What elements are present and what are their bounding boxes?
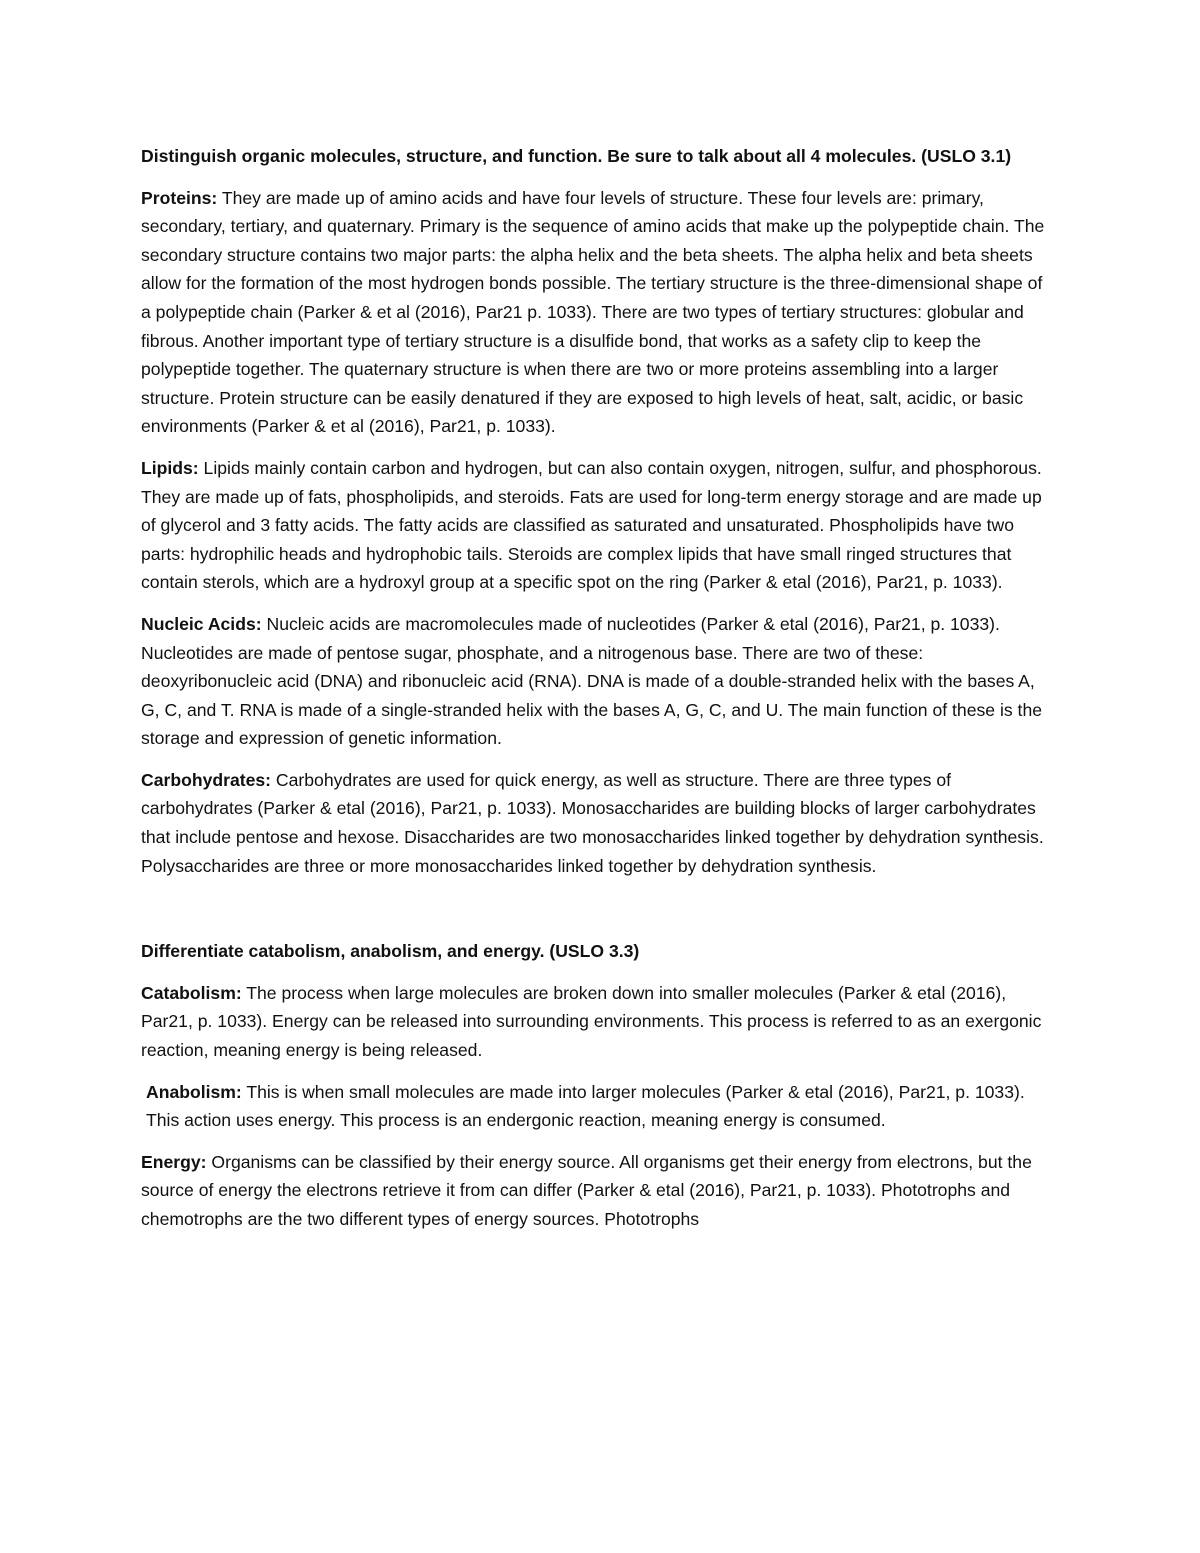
- label-energy: Energy:: [141, 1151, 207, 1172]
- label-nucleic-acids: Nucleic Acids:: [141, 613, 262, 634]
- label-catabolism: Catabolism:: [141, 982, 242, 1003]
- text-proteins: They are made up of amino acids and have four levels of structure. These four levels are: primary, secondary, tertiary, and quaternary. Primary is the sequence of amino acids that make up the polypeptide chain. The secondary structure contains two major parts: the alpha helix and the beta sheets. The alpha helix and beta sheets allow for the formation of the most hydrogen bonds possible. The tertiary structure is the three-dimensional shape of a polypeptide chain (Parker & et al (2016), Par21 p. 1033). There are two types of tertiary structures: globular and fibrous. Another important type of tertiary structure is a disulfide bond, that works as a safety clip to keep the polypeptide together. The quaternary structure is when there are two or more proteins assembling into a larger structure. Protein structure can be easily denatured if they are exposed to high levels of heat, salt, acidic, or basic environments (Parker & et al (2016), Par21, p. 1033).: [141, 187, 1045, 437]
- question-heading-1: Distinguish organic molecules, structure, and function. Be sure to talk about all 4 molecules. (USLO 3.1): [141, 146, 1012, 166]
- text-nucleic-acids: Nucleic acids are macromolecules made of nucleotides (Parker & etal (2016), Par21, p. 1033). Nucleotides are made of pentose sugar, phosphate, and a nitrogenous base. There are two of these: deoxyribonucleic acid (DNA) and ribonucleic acid (RNA). DNA is made of a double-stranded helix with the bases A, G, C, and T. RNA is made of a single-stranded helix with the bases A, G, C, and U. The main function of these is the storage and expression of genetic information.: [141, 613, 1043, 749]
- text-catabolism: The process when large molecules are broken down into smaller molecules (Parker & etal (2016), Par21, p. 1033). Energy can be released into surrounding environments. This process is referred to as an exergonic reaction, meaning energy is being released.: [141, 982, 1042, 1061]
- text-energy: Organisms can be classified by their energy source. All organisms get their energy from electrons, but the source of energy the electrons retrieve it from can differ (Parker & etal (2016), Par21, p. 1033). Phototrophs and chemotrophs are the two different types of energy sources. Phototrophs: [141, 1151, 1032, 1229]
- paragraph-proteins: [141, 184, 1056, 441]
- text-anabolism: This is when small molecules are made into larger molecules (Parker & etal (2016), Par21, p. 1033). This action uses energy. This process is an endergonic reaction, meaning energy is consumed.: [146, 1081, 1025, 1131]
- text-carbohydrates: Carbohydrates are used for quick energy, as well as structure. There are three types of carbohydrates (Parker & etal (2016), Par21, p. 1033). Monosaccharides are building blocks of larger carbohydrates that include pentose and hexose. Disaccharides are two monosaccharides linked together by dehydration synthesis. Polysaccharides are three or more monosaccharides linked together by dehydration synthesis.: [141, 769, 1044, 876]
- text-lipids: Lipids mainly contain carbon and hydrogen, but can also contain oxygen, nitrogen, sulfur, and phosphorous. They are made up of fats, phospholipids, and steroids. Fats are used for long-term energy storage and are made up of glycerol and 3 fatty acids. The fatty acids are classified as saturated and unsaturated. Phospholipids have two parts: hydrophilic heads and hydrophobic tails. Steroids are complex lipids that have small ringed structures that contain sterols, which are a hydroxyl group at a specific spot on the ring (Parker & etal (2016), Par21, p. 1033).: [141, 457, 1042, 593]
- label-carbohydrates: Carbohydrates:: [141, 769, 272, 790]
- document-body: [141, 142, 1056, 1247]
- paragraph-catabolism: [141, 979, 1056, 1065]
- question-heading-2: Differentiate catabolism, anabolism, and energy. (USLO 3.3): [141, 941, 640, 962]
- label-lipids: Lipids:: [141, 457, 199, 478]
- paragraph-anabolism: [141, 1078, 1056, 1135]
- paragraph-energy: [141, 1148, 1056, 1234]
- paragraph-carbohydrates: [141, 766, 1056, 880]
- section-spacer: [141, 893, 1056, 937]
- paragraph-nucleic-acids: [141, 610, 1056, 753]
- label-proteins: Proteins:: [141, 187, 218, 208]
- paragraph-lipids: [141, 454, 1056, 597]
- label-anabolism: Anabolism:: [146, 1081, 242, 1102]
